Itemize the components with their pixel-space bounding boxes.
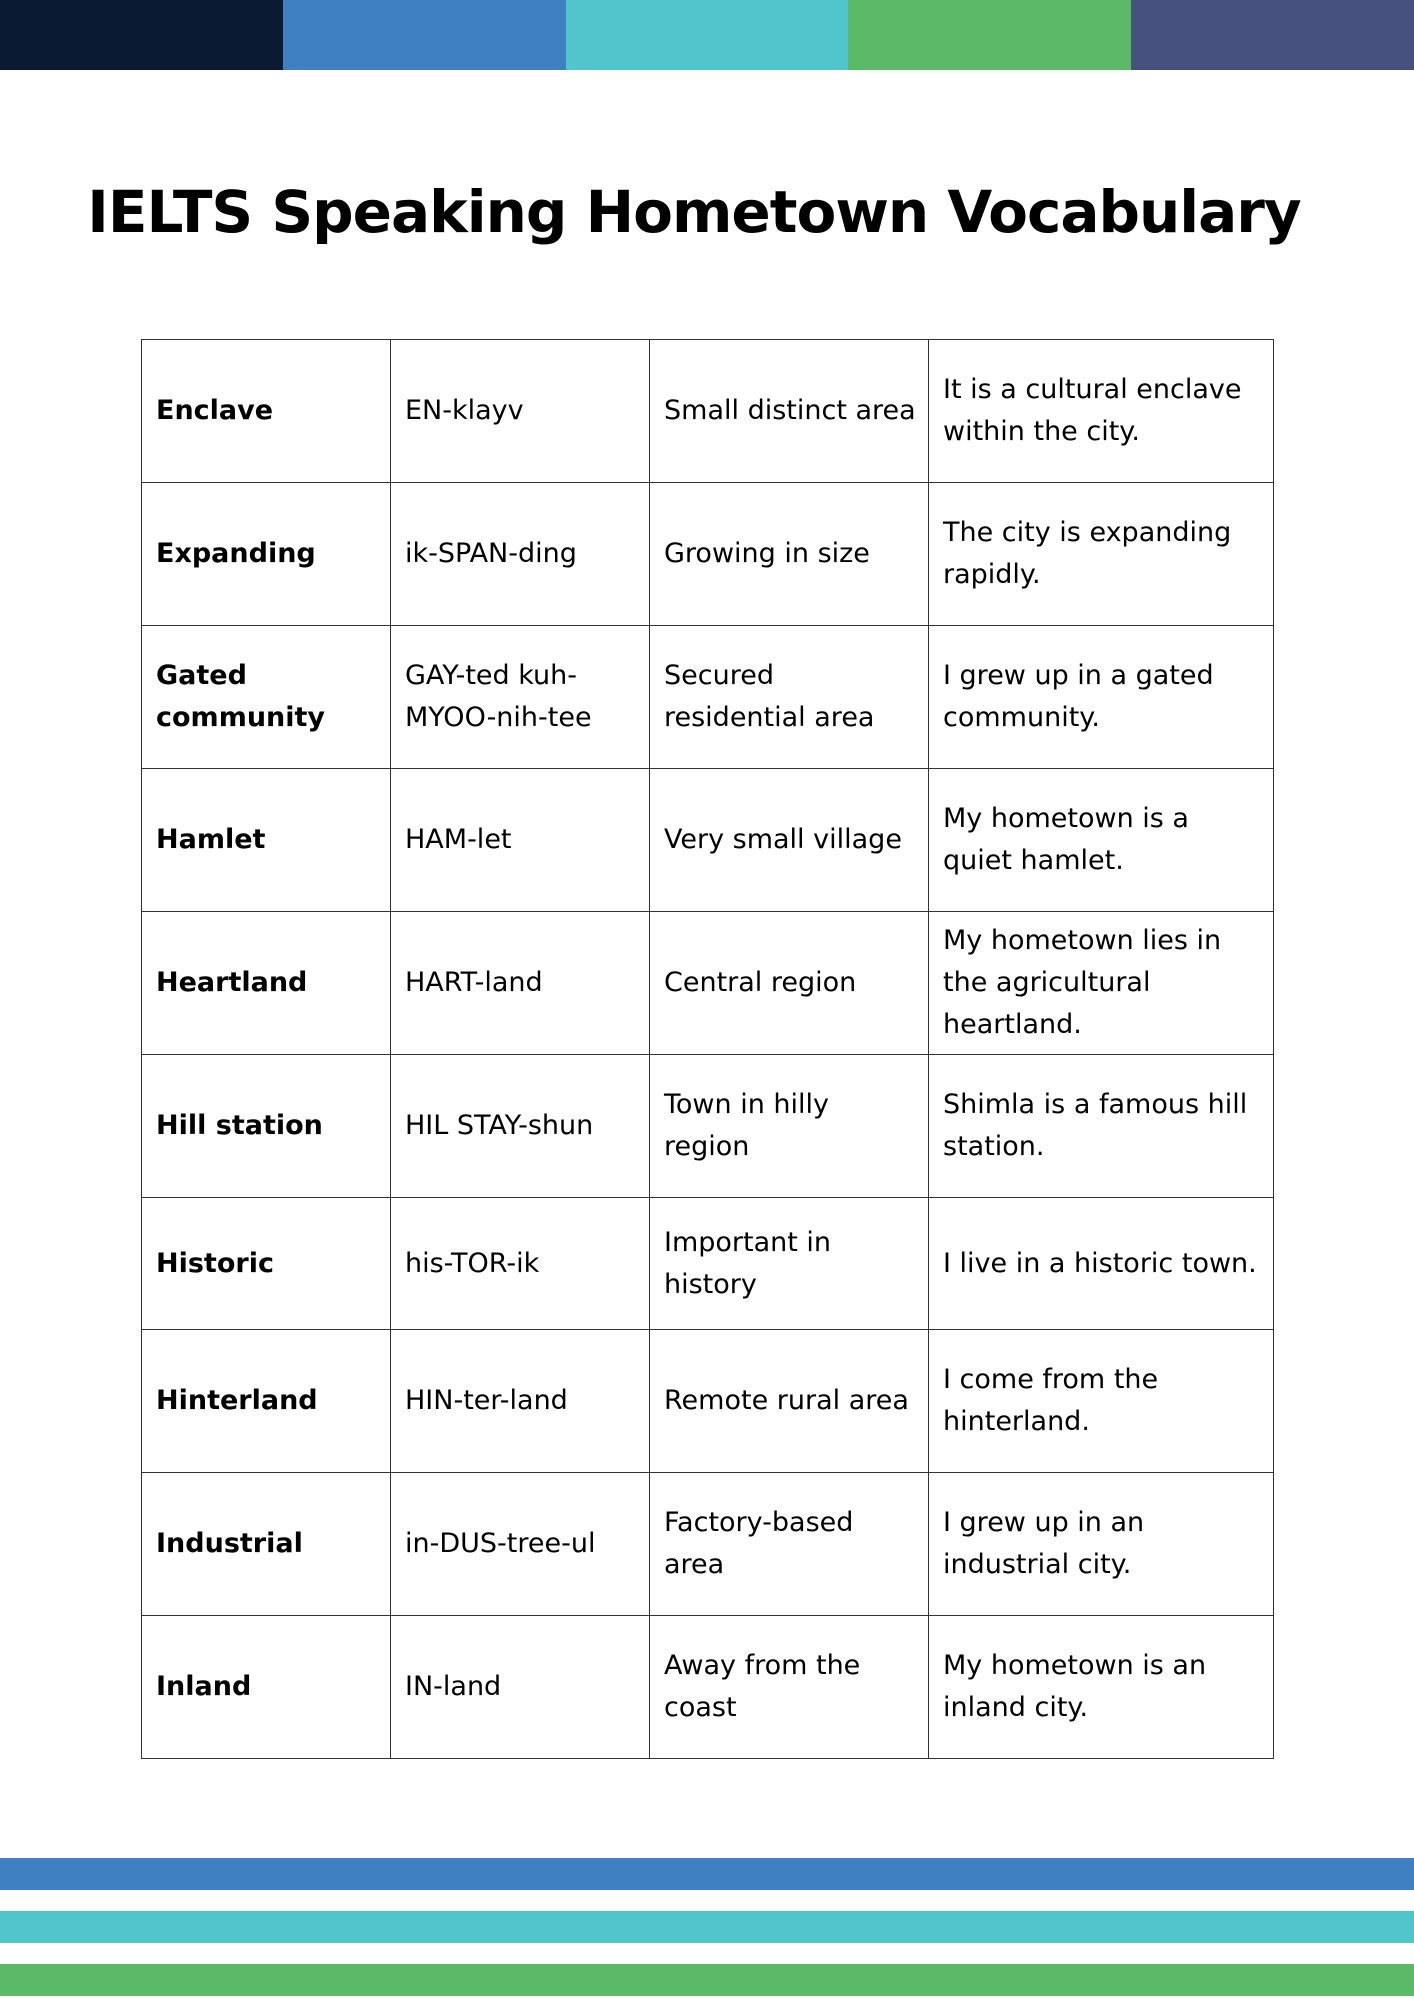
example-cell: I grew up in a gated community.	[929, 626, 1274, 769]
pronunciation-cell: EN-klayv	[391, 340, 650, 483]
pronunciation-cell: HAM-let	[391, 769, 650, 912]
top-band-segment	[1131, 0, 1414, 70]
word-cell: Hinterland	[142, 1330, 391, 1473]
meaning-cell: Very small village	[650, 769, 929, 912]
meaning-cell: Important in history	[650, 1198, 929, 1330]
bottom-stripe	[0, 1911, 1414, 1943]
example-cell: I live in a historic town.	[929, 1198, 1274, 1330]
meaning-cell: Away from the coast	[650, 1616, 929, 1759]
top-band-segment	[566, 0, 849, 70]
meaning-cell: Small distinct area	[650, 340, 929, 483]
bottom-stripe	[0, 1858, 1414, 1890]
example-cell: Shimla is a famous hill station.	[929, 1055, 1274, 1198]
example-cell: My hometown is a quiet hamlet.	[929, 769, 1274, 912]
top-band-segment	[283, 0, 566, 70]
pronunciation-cell: ik-SPAN-ding	[391, 483, 650, 626]
word-cell: Historic	[142, 1198, 391, 1330]
example-cell: I come from the hinterland.	[929, 1330, 1274, 1473]
table-row	[142, 1198, 1274, 1330]
example-cell: My hometown lies in the agricultural heartland.	[929, 912, 1274, 1055]
pronunciation-cell: HIL STAY-shun	[391, 1055, 650, 1198]
top-color-band	[0, 0, 1414, 70]
table-row	[142, 1055, 1274, 1198]
pronunciation-cell: HART-land	[391, 912, 650, 1055]
word-cell: Hill station	[142, 1055, 391, 1198]
example-cell: I grew up in an industrial city.	[929, 1473, 1274, 1616]
pronunciation-cell: HIN-ter-land	[391, 1330, 650, 1473]
table-row	[142, 1616, 1274, 1759]
table-row	[142, 626, 1274, 769]
table-row	[142, 1473, 1274, 1616]
pronunciation-cell: his-TOR-ik	[391, 1198, 650, 1330]
vocabulary-table	[141, 339, 1274, 1759]
pronunciation-cell: GAY-ted kuh-MYOO-nih-tee	[391, 626, 650, 769]
word-cell: Enclave	[142, 340, 391, 483]
table-row	[142, 912, 1274, 1055]
top-band-segment	[0, 0, 283, 70]
meaning-cell: Factory-based area	[650, 1473, 929, 1616]
word-cell: Hamlet	[142, 769, 391, 912]
word-cell: Heartland	[142, 912, 391, 1055]
table-row	[142, 769, 1274, 912]
pronunciation-cell: in-DUS-tree-ul	[391, 1473, 650, 1616]
example-cell: My hometown is an inland city.	[929, 1616, 1274, 1759]
bottom-stripe	[0, 1964, 1414, 1996]
word-cell: Industrial	[142, 1473, 391, 1616]
meaning-cell: Secured residential area	[650, 626, 929, 769]
example-cell: It is a cultural enclave within the city.	[929, 340, 1274, 483]
table-row	[142, 1330, 1274, 1473]
meaning-cell: Central region	[650, 912, 929, 1055]
page-title: IELTS Speaking Hometown Vocabulary	[87, 178, 1301, 246]
meaning-cell: Town in hilly region	[650, 1055, 929, 1198]
meaning-cell: Remote rural area	[650, 1330, 929, 1473]
word-cell: Gated community	[142, 626, 391, 769]
table-row	[142, 483, 1274, 626]
table-row	[142, 340, 1274, 483]
word-cell: Inland	[142, 1616, 391, 1759]
word-cell: Expanding	[142, 483, 391, 626]
top-band-segment	[848, 0, 1131, 70]
pronunciation-cell: IN-land	[391, 1616, 650, 1759]
example-cell: The city is expanding rapidly.	[929, 483, 1274, 626]
meaning-cell: Growing in size	[650, 483, 929, 626]
